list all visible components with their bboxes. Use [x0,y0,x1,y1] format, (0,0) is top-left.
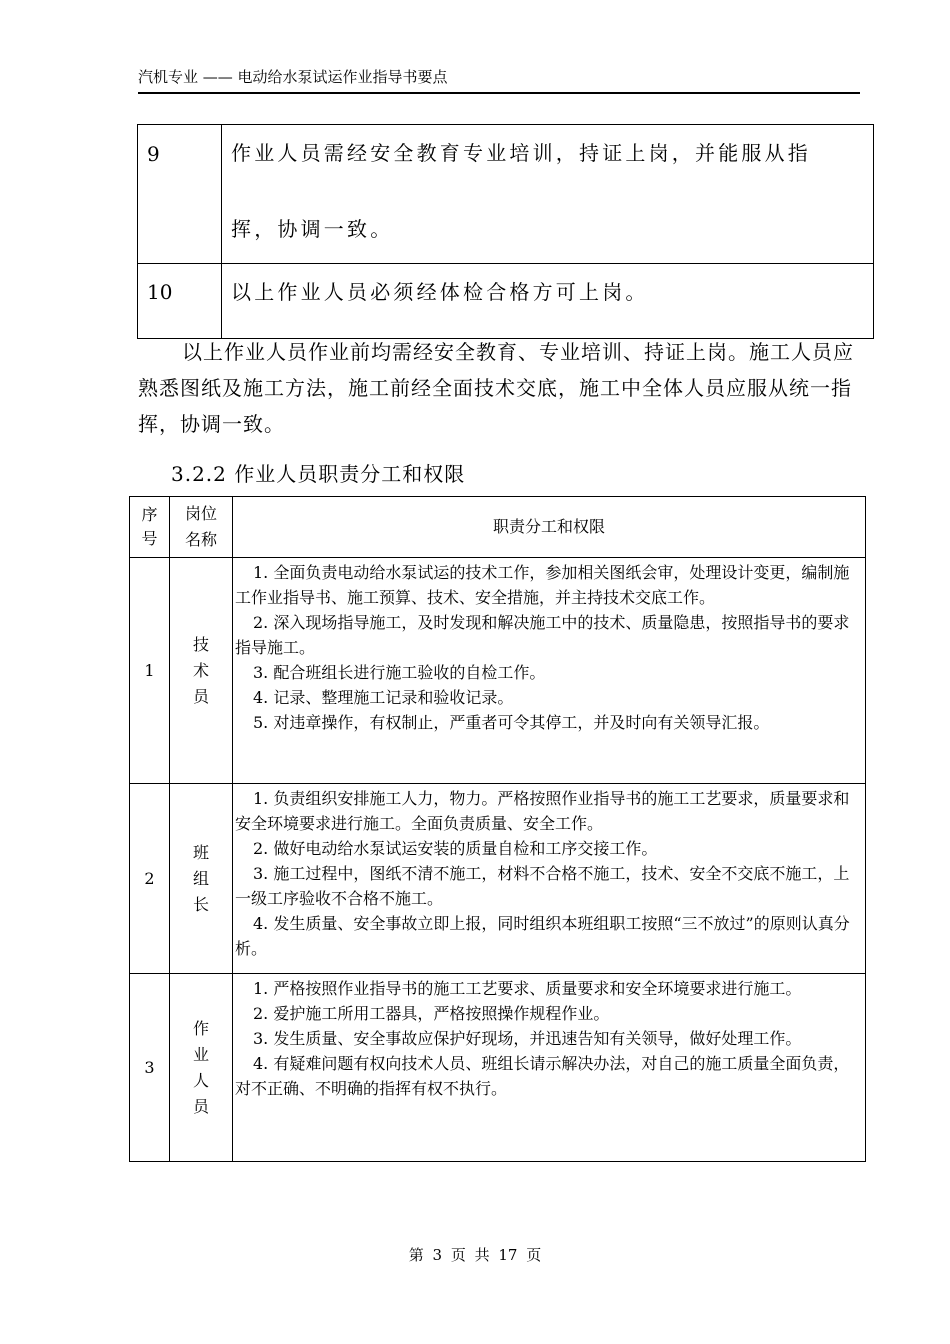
row-seq: 2 [130,784,170,974]
row-duties [233,974,866,1162]
duties-table [129,496,866,1162]
duty-item: 2. 爱护施工所用工器具，严格按照操作规程作业。 [253,1004,610,1023]
post-char: 技 [192,634,209,654]
post-char: 业 [192,1044,209,1064]
header-seq-char: 序 [141,505,158,524]
table-header-row [130,497,866,558]
row-seq: 3 [130,974,170,1162]
row-text [222,125,874,264]
row-duties [233,558,866,784]
requirements-table [137,124,874,339]
duty-item: 1. 负责组织安排施工人力，物力。严格按照作业指导书的施工工艺要求，质量要求和安全环境要求进行施工。全面负责质量、安全工作。 [235,789,850,833]
post-char: 员 [192,1096,209,1116]
post-char: 班 [192,842,209,862]
duty-item: 4. 发生质量、安全事故立即上报，同时组织本班组职工按照“三不放过”的原则认真分析。 [235,914,850,958]
duty-item: 2. 深入现场指导施工，及时发现和解决施工中的技术、质量隐患，按照指导书的要求指导施工。 [235,613,850,657]
row-text-line: 作业人员需经安全教育专业培训，持证上岗，并能服从指 [231,141,811,165]
paragraph-text: 以上作业人员作业前均需经安全教育、专业培训、持证上岗。施工人员应熟悉图纸及施工方法，施工前经全面技术交底，施工中全体人员应服从统一指挥，协调一致。 [138,340,854,436]
table-row [130,974,866,1162]
post-char: 术 [192,660,209,680]
post-char: 员 [192,686,209,706]
row-duties [233,784,866,974]
header-seq [130,497,170,558]
page-footer: 第 3 页 共 17 页 [408,1246,542,1264]
row-seq: 1 [130,558,170,784]
duty-item: 4. 记录、整理施工记录和验收记录。 [253,688,514,707]
duty-item: 3. 配合班组长进行施工验收的自检工作。 [253,663,546,682]
duty-item: 4. 有疑难问题有权向技术人员、班组长请示解决办法，对自己的施工质量全面负责，对不正确、不明确的指挥有权不执行。 [235,1054,850,1098]
post-char: 作 [192,1018,209,1038]
duty-item: 3. 发生质量、安全事故应保护好现场，并迅速告知有关领导，做好处理工作。 [253,1029,802,1048]
table-row [138,264,874,339]
table-row [138,125,874,264]
header-post-line: 名称 [184,530,217,549]
row-text: 以上作业人员必须经体检合格方可上岗。 [222,264,874,339]
header-text: 汽机专业 —— 电动给水泵试运作业指导书要点 [138,68,448,86]
body-paragraph [138,334,862,442]
row-number: 9 [138,125,222,264]
row-text-line: 挥，协调一致。 [231,217,394,241]
row-post [170,784,233,974]
duty-item: 5. 对违章操作，有权制止，严重者可令其停工，并及时向有关领导汇报。 [253,713,770,732]
post-char: 人 [192,1070,209,1090]
header-seq-char: 号 [141,529,158,548]
duty-item: 1. 全面负责电动给水泵试运的技术工作，参加相关图纸会审，处理设计变更，编制施工作业指导书、施工预算、技术、安全措施，并主持技术交底工作。 [235,563,850,607]
row-number: 10 [138,264,222,339]
duty-item: 2. 做好电动给水泵试运安装的质量自检和工序交接工作。 [253,839,658,858]
duty-item: 1. 严格按照作业指导书的施工工艺要求、质量要求和安全环境要求进行施工。 [253,979,802,998]
table-row [130,784,866,974]
header-post-line: 岗位 [184,504,217,523]
header-post [170,497,233,558]
row-post [170,974,233,1162]
post-char: 长 [192,894,209,914]
page-header [138,66,860,94]
row-post [170,558,233,784]
section-title: 3.2.2 作业人员职责分工和权限 [171,462,466,486]
header-duty: 职责分工和权限 [233,497,866,558]
post-char: 组 [192,868,209,888]
duty-item: 3. 施工过程中，图纸不清不施工，材料不合格不施工，技术、安全不交底不施工，上一级工序验收不合格不施工。 [235,864,850,908]
table-row [130,558,866,784]
